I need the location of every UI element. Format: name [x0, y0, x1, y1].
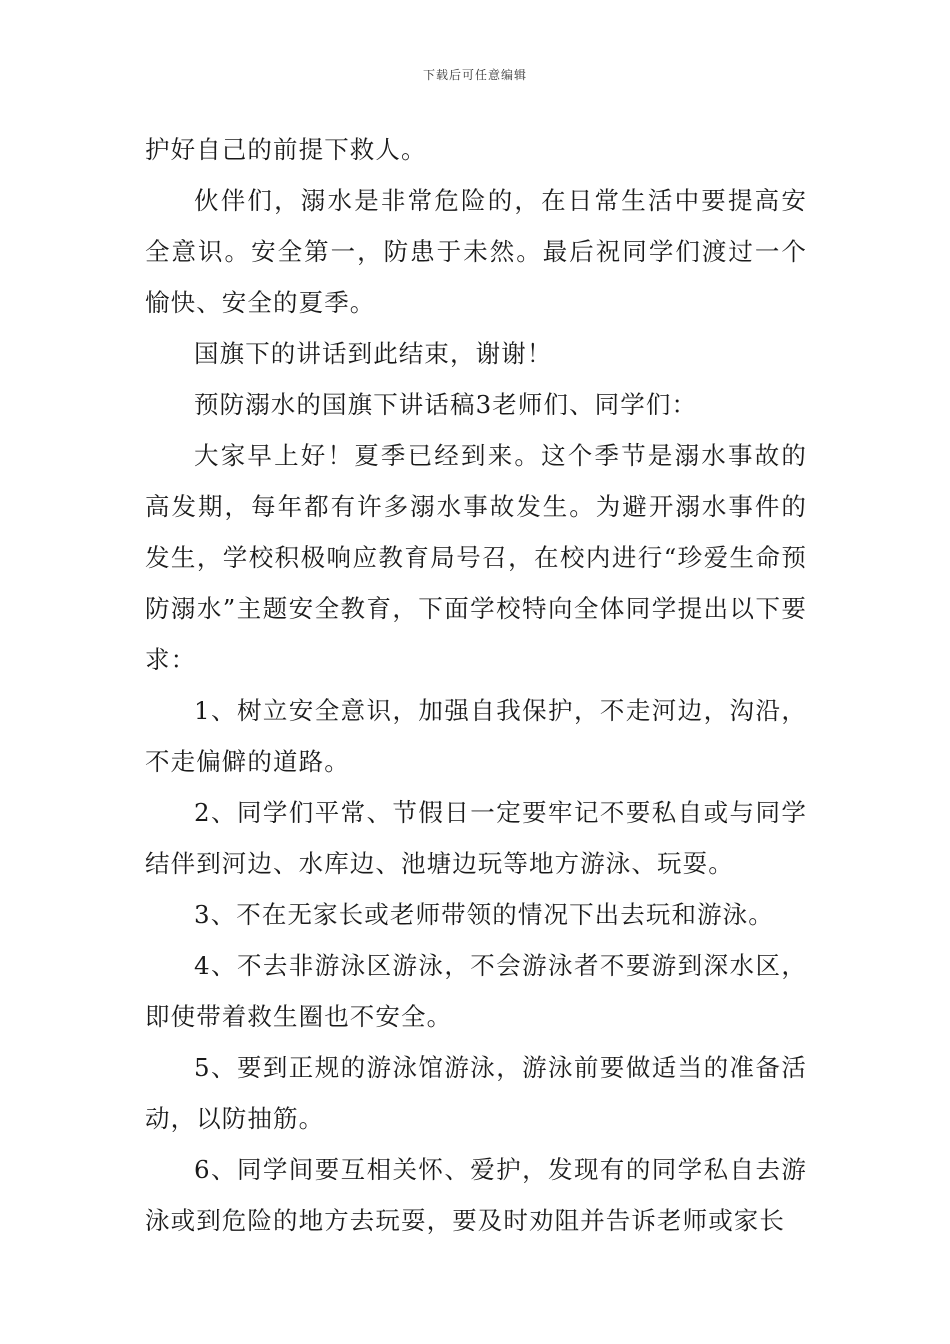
paragraph-speech-title: 预防溺水的国旗下讲话稿3老师们、同学们： — [194, 390, 698, 419]
document-body — [145, 124, 807, 1246]
list-item-6: 6、同学间要互相关怀、爱护，发现有的同学私自去游泳或到危险的地方去玩耍，要及时劝阻并告诉老师或家长 — [145, 1155, 807, 1235]
paragraph-greeting: 大家早上好！夏季已经到来。这个季节是溺水事故的高发期，每年都有许多溺水事故发生。为避开溺水事件的发生，学校积极响应教育局号召，在校内进行“珍爱生命预防溺水”主题安全教育，下面学校特向全体同学提出以下要求： — [145, 441, 807, 674]
paragraph-continuation: 护好自己的前提下救人。 — [145, 135, 427, 164]
list-item-4: 4、不去非游泳区游泳，不会游泳者不要游到深水区，即使带着救生圈也不安全。 — [145, 951, 807, 1031]
list-item-3: 3、不在无家长或老师带领的情况下出去玩和游泳。 — [194, 900, 774, 929]
list-item-1: 1、树立安全意识，加强自我保护，不走河边，沟沿，不走偏僻的道路。 — [145, 696, 807, 776]
paragraph-closing-remarks: 伙伴们，溺水是非常危险的，在日常生活中要提高安全意识。安全第一，防患于未然。最后祝同学们渡过一个愉快、安全的夏季。 — [145, 186, 807, 317]
header-note: 下载后可任意编辑 — [422, 68, 527, 82]
list-item-2: 2、同学们平常、节假日一定要牢记不要私自或与同学结伴到河边、水库边、池塘边玩等地方游泳、玩耍。 — [145, 798, 807, 878]
list-item-5: 5、要到正规的游泳馆游泳，游泳前要做适当的准备活动，以防抽筋。 — [145, 1053, 807, 1133]
paragraph-speech-end: 国旗下的讲话到此结束，谢谢！ — [194, 339, 553, 368]
